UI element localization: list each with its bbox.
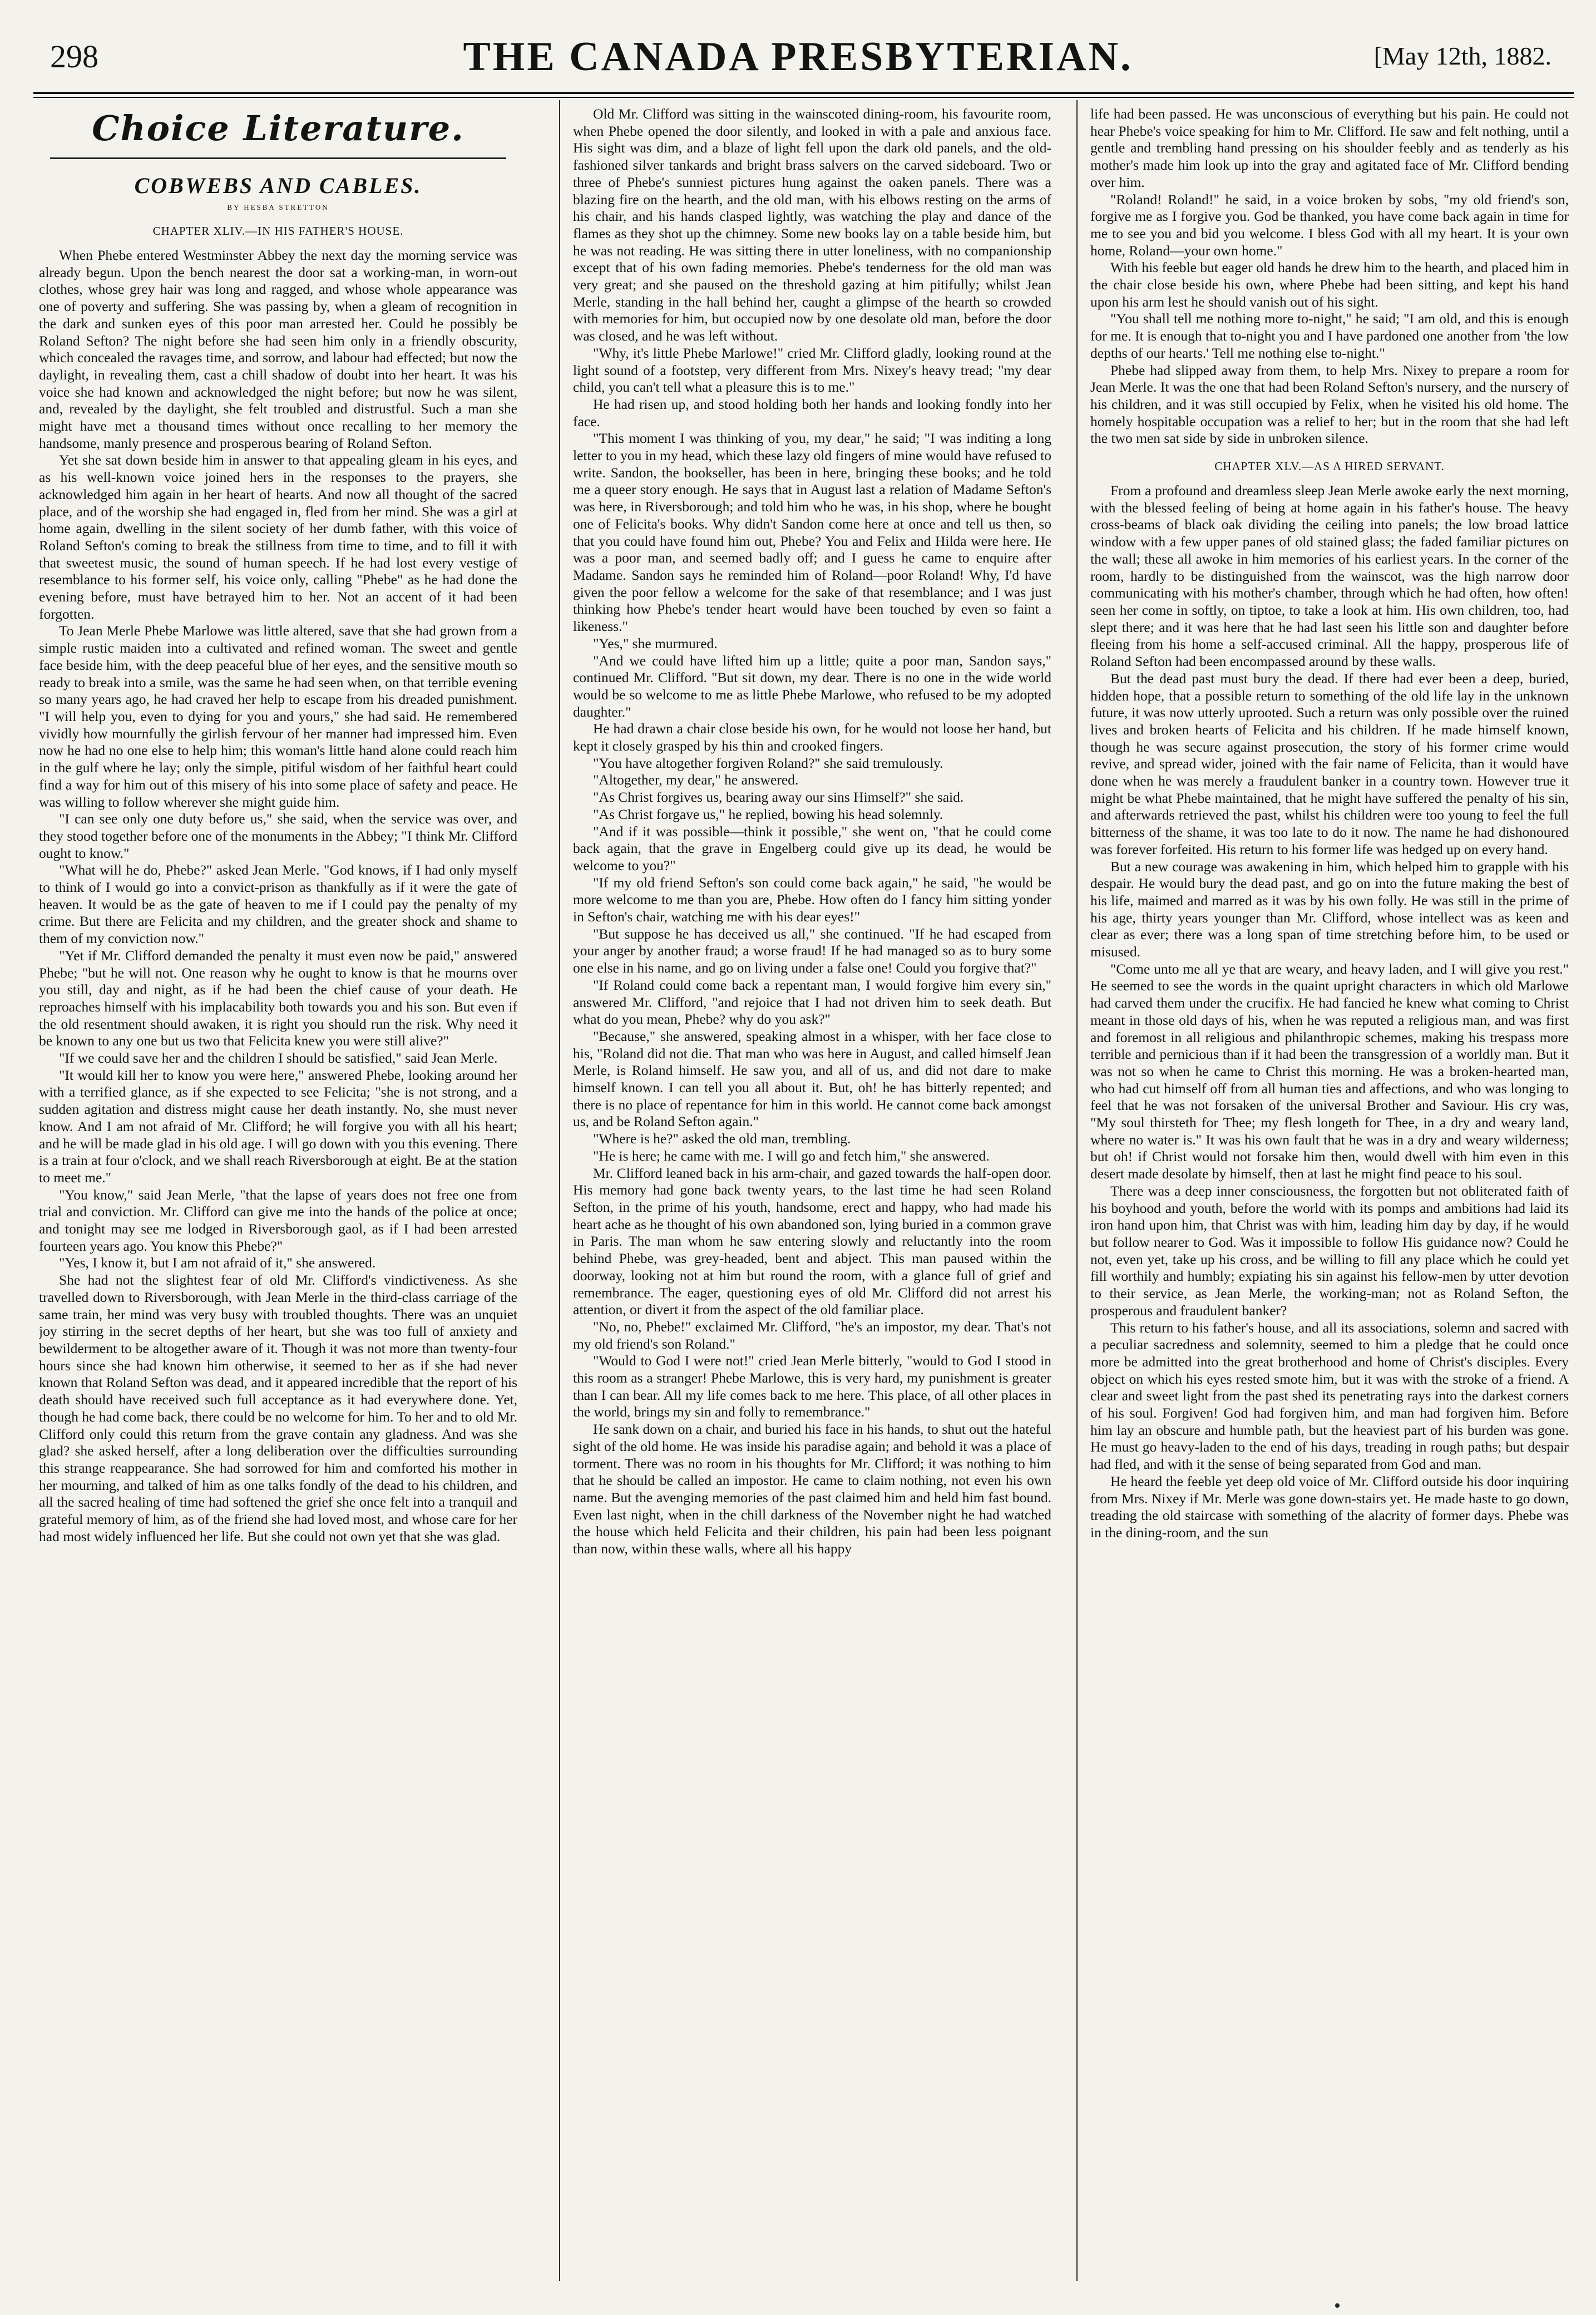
paragraph: But a new courage was awakening in him, which helped him to grapple with his despair. He would bury the dead past, and go on into the future making the best of his life, maimed and marred as it was by his own folly. He was still in the prime of his age, thirty years younger than Mr. Clifford, whose intellect was as keen and clear as ever; there was a long span of time stretching before him, to be used or misused. (1090, 858, 1569, 960)
paragraph: She had not the slightest fear of old Mr. Clifford's vindictiveness. As she travelled down to Riversborough, with Jean Merle in the third-class carriage of the same train, her mind was very busy with troubled thoughts. There was an unquiet joy stirring in the secret depths of her heart, but she was too full of anxiety and bewilderment to be altogether aware of it. Though it was not more than twenty-four hours since she had known him otherwise, it seemed to her as if she had never known that Roland Sefton was dead, and it appeared incredible that the report of his death should have received such full acceptance as it had everywhere done. Yet, though he had come back, there could be no welcome for him. To her and to old Mr. Clifford only could this return from the grave contain any gladness. And was she glad? she asked herself, after a long deliberation over the difficulties surrounding this strange reappearance. She had sorrowed for him and comforted his mother in her mourning, and talked of him as one talks fondly of the dead to his children, and all the sacred healing of time had softened the grief she once felt into a tranquil and grateful memory of him, as of the friend she had loved most, and whose care for her had most widely influenced her life. But she could not own yet that she was glad. (39, 1272, 517, 1544)
column-1-body (39, 247, 517, 1545)
column-divider (559, 100, 560, 2281)
masthead-rule-thin (33, 97, 1574, 98)
column-2 (573, 106, 1051, 2287)
column-3-bottom-body (1090, 482, 1569, 1542)
newspaper-title: THE CANADA PRESBYTERIAN. (463, 34, 1133, 80)
paragraph: From a profound and dreamless sleep Jean Merle awoke early the next morning, with the blessed feeling of being at home again in his father's house. The heavy cross-beams of black oak dividing the ceiling into panels; the low broad lattice window with a few upper panes of old stained glass; the faded familiar pictures on the wall; these all awoke in him memories of his earliest years. In the corner of the room, hardly to be distinguished from the wainscot, was the high narrow door communicating with his mother's chamber, through which he had often, how often! seen her come in softly, on tiptoe, to take a look at him. His own children, too, had slept there; and it was here that he had last seen his little son and daughter before fleeing from his home a self-accused criminal. All the happy, prosperous life of Roland Sefton had been encompassed around by these walls. (1090, 482, 1569, 670)
paragraph: "No, no, Phebe!" exclaimed Mr. Clifford, "he's an impostor, my dear. That's not my old friend's son Roland." (573, 1318, 1051, 1352)
byline: BY HESBA STRETTON (227, 203, 329, 211)
paragraph: Phebe had slipped away from them, to help Mrs. Nixey to prepare a room for Jean Merle. It was the one that had been Roland Sefton's nursery, and the nursery of his children, and it was still occupied by Felix, when he visited his old home. The homely hospitable occupation was a relief to her; but in the room that she had left the two men sat side by side in unbroken silence. (1090, 362, 1569, 447)
page-number: 298 (50, 38, 98, 75)
paragraph: "You have altogether forgiven Roland?" she said tremulously. (593, 754, 943, 771)
paragraph: "As Christ forgives us, bearing away our sins Himself?" she said. (593, 789, 964, 806)
paragraph: "As Christ forgave us," he replied, bowing his head solemnly. (593, 806, 943, 822)
section-rule (50, 157, 506, 159)
print-mark (1335, 2303, 1340, 2308)
paragraph: This return to his father's house, and all its associations, solemn and sacred with a peculiar sacredness and solemnity, seemed to him a pledge that he could once more be admitted into the great brotherhood and home of Christ's disciples. Every object on which his eyes rested smote him, but it was with the stroke of a friend. A clear and sweet light from the past shed its penetrating rays into the darkest corners of his soul. Forgiven! God had forgiven him, and man had forgiven him. Before him lay an obscure and humble path, but the heaviest part of his burden was gone. He must go heavy-laden to the end of his days, treading in rough paths; but despair had fled, and with it the sense of being separated from God and man. (1090, 1319, 1569, 1473)
paragraph: Yet she sat down beside him in answer to that appealing gleam in his eyes, and as his well-known voice joined hers in the responses to the prayers, she acknowledged him again in her heart of hearts. And now all thought of the sacred place, and of the worship she had engaged in, fled from her mind. She was a girl at home again, dwelling in the silent society of her dumb father, with this voice of Roland Sefton's coming to break the stillness from time to time, and to fill it with that sweetest music, the sound of human speech. If he had lost every vestige of resemblance to his former self, his voice only, calling "Phebe" as he had done the evening before, must have betrayed him to her. Not an accent of it had been forgotten. (39, 452, 517, 622)
paragraph: "Yet if Mr. Clifford demanded the penalty it must even now be paid," answered Phebe; "but he will not. One reason why he ought to know is that he mourns over you still, day and night, as if he had been the chief cause of your death. He reproaches himself with his implacability both towards you and his son. But even if the old resentment should awaken, it is right you should run the risk. Why need it be known to any one but us two that Felicita knew you were still alive?" (39, 947, 517, 1049)
paragraph: Mr. Clifford leaned back in his arm-chair, and gazed towards the half-open door. His memory had gone back twenty years, to the last time he had seen Roland Sefton, in the prime of his youth, handsome, erect and happy, who had made his heart ache as he thought of his own abandoned son, lying buried in a common grave in Paris. The man whom he saw entering slowly and reluctantly into the room behind Phebe, was grey-headed, bent and abject. This man paused within the doorway, looking not at him but round the room, with a glance full of grief and remembrance. The eager, questioning eyes of old Mr. Clifford did not arrest his attention, or divert it from the aspect of the old familiar place. (573, 1164, 1051, 1318)
paragraph: "Roland! Roland!" he said, in a voice broken by sobs, "my old friend's son, forgive me as I forgive you. God be thanked, you have come back again in time for me to see you and bid you welcome. I bless God with all my heart. It is your own home, Roland—your own home." (1090, 191, 1569, 259)
paragraph: "And if it was possible—think it possible," she went on, "that he could come back again, that the grave in Engelberg could give up its dead, he would be welcome to you?" (573, 823, 1051, 873)
issue-date: [May 12th, 1882. (1373, 42, 1551, 70)
chapter-heading-45: CHAPTER XLV.—AS A HIRED SERVANT. (1214, 460, 1445, 473)
paragraph: He had risen up, and stood holding both her hands and looking fondly into her face. (573, 396, 1051, 430)
masthead (22, 28, 1574, 89)
paragraph: There was a deep inner consciousness, the forgotten but not obliterated faith of his boyhood and youth, before the world with its pomps and ambitions had laid its iron hand upon him, that Christ was with him, leading him day by day, if he would but follow nearer to God. Was it impossible to follow His guidance now? Could he not, even yet, take up his cross, and be willing to fill any place which he could yet fill worthily and humbly; expiating his sin against his fellow-men by utter devotion to their service, as Jean Merle, the working-man; not as Roland Sefton, the prosperous and fraudulent banker? (1090, 1182, 1569, 1319)
paragraph: He had drawn a chair close beside his own, for he would not loose her hand, but kept it closely grasped by his thin and crooked fingers. (573, 720, 1051, 754)
paragraph: "If my old friend Sefton's son could come back again," he said, "he would be more welcome to me than you are, Phebe. How often do I fancy him sitting yonder in Sefton's chair, watching me with his dear eyes!" (573, 874, 1051, 925)
column-1 (39, 106, 517, 2287)
column-2-body (573, 106, 1051, 1558)
paragraph: "If we could save her and the children I should be satisfied," said Jean Merle. (59, 1050, 498, 1067)
paragraph: life had been passed. He was unconscious of everything but his pain. He could not hear Phebe's voice speaking for him to Mr. Clifford. He saw and felt nothing, until a gentle and trembling hand pressing on his shoulder feebly and as tenderly as his mother's made him look up into the gray and agitated face of Mr. Clifford bending over him. (1090, 106, 1569, 190)
paragraph: "Altogether, my dear," he answered. (593, 772, 799, 788)
paragraph: "Yes, I know it, but I am not afraid of it," she answered. (59, 1255, 376, 1271)
paragraph: He heard the feeble yet deep old voice of Mr. Clifford outside his door inquiring from Mrs. Nixey if Mr. Merle was gone down-stairs yet. He made haste to go down, treading the old staircase with something of the alacrity of former days. Phebe was in the dining-room, and the sun (1090, 1473, 1569, 1541)
chapter-heading-44: CHAPTER XLIV.—IN HIS FATHER'S HOUSE. (152, 224, 404, 238)
paragraph: When Phebe entered Westminster Abbey the next day the morning service was already begun. Upon the bench nearest the door sat a working-man, in worn-out clothes, whose grey hair was long and ragged, and whose whole appearance was one of poverty and suffering. She was passing by, when a gleam of recognition in the dark and sunken eyes of this poor man arrested her. Could he possibly be Roland Sefton? The night before she had seen him only in a friendly obscurity, which concealed the ravages time, and sorrow, and labour had effected; but now the daylight, in revealing them, cast a chill shadow of doubt into her heart. It was his voice she had known and acknowledged the night before; but now he was silent, and, revealed by the daylight, she felt troubled and distrustful. Such a man she might have met a thousand times without once recalling to her memory the handsome, manly presence and prosperous bearing of Roland Sefton. (39, 247, 517, 451)
paragraph: "Come unto me all ye that are weary, and heavy laden, and I will give you rest." He seemed to see the words in the quaint upright characters in which old Marlowe had carved them under the crucifix. He had fancied he knew what coming to Christ meant in those old days of his, when he was reputed a religious man, and was first and foremost in all religious and philanthropic schemes, making his trespass more terrible and pernicious than if it had been the transgression of a worldly man. But it was not so when he came to Christ this morning. He was a broken-hearted man, who had cut himself off from all human ties and affections, and who was longing to feel that he was not forsaken of the universal Brother and Saviour. His cry was, "My soul thirsteth for Thee; my flesh longeth for Thee, in a dry and weary land, where no water is." It was his own fault that he was in a dry and weary wilderness; but oh! if Christ would not forsake him then, would dwell with him even in this desert made desolate by himself, then at last he might find peace to his soul. (1090, 960, 1569, 1182)
section-heading: Choice Literature. (92, 108, 465, 149)
paragraph: "You shall tell me nothing more to-night," he said; "I am old, and this is enough for me. It is enough that to-night you and I have pardoned one another from 'the low depths of our hearts.' Tell me nothing else to-night." (1090, 310, 1569, 361)
paragraph: "Yes," she murmured. (593, 635, 718, 651)
paragraph: Old Mr. Clifford was sitting in the wainscoted dining-room, his favourite room, when Phebe opened the door silently, and looked in with a pale and anxious face. His sight was dim, and a blaze of light fell upon the dark old panels, and the old-fashioned silver tankards and bright brass salvers on the carved sideboard. Two or three of Phebe's sunniest pictures hung against the oaken panels. There was a blazing fire on the hearth, and the old man, with his elbows resting on the arms of his chair, and his hands clasped lightly, was watching the play and dance of the flames as they shot up the chimney. Some new books lay on a table beside him, but he was not reading. He was sitting there in utter loneliness, with no companionship except that of his own fading memories. Phebe's tenderness for the old man was very great; and she paused on the threshold gazing at him pitifully; whilst Jean Merle, standing in the hall behind her, caught a glimpse of the hearth so crowded with memories for him, but occupied now by one desolate old man, before the door was closed, and he was left without. (573, 106, 1051, 344)
paragraph: "I can see only one duty before us," she said, when the service was over, and they stood together before one of the monuments in the Abbey; "I think Mr. Clifford ought to know." (39, 811, 517, 861)
paragraph: To Jean Merle Phebe Marlowe was little altered, save that she had grown from a simple rustic maiden into a cultivated and refined woman. The sweet and gentle face beside him, with the deep peaceful blue of her eyes, and the sensitive mouth so ready to break into a smile, was the same he had seen when, on that terrible evening so many years ago, he had craved her help to escape from his dreaded punishment. "I will help you, even to dying for you and yours," she had said. He remembered vividly how mournfully the girlish fervour of her manner had impressed him. Even now he had no one else to help him; this woman's little hand alone could reach him in the gulf where he lay; only the simple, pitiful wisdom of her faithful heart could find a way for him out of this misery of his into some place of safety and peace. He was willing to follow wherever she might guide him. (39, 623, 517, 810)
column-divider (1076, 100, 1078, 2281)
paragraph: "If Roland could come back a repentant man, I would forgive him every sin," answered Mr. Clifford, "and rejoice that I had not driven him to seek death. But what do you mean, Phebe? why do you ask?" (573, 976, 1051, 1028)
paragraph: He sank down on a chair, and buried his face in his hands, to shut out the hateful sight of the old home. He was inside his paradise again; and behold it was a place of torment. There was no room in his thoughts for Mr. Clifford; it was nothing to him that he should be called an impostor. He came to claim nothing, not even his own name. But the avenging memories of the past claimed him and held him fast bound. Even last night, when in the chill darkness of the November night he had watched the house which held Felicita and their children, his pain had been less poignant than now, within these walls, where all his happy (573, 1421, 1051, 1557)
masthead-rule (33, 92, 1574, 94)
paragraph: "And we could have lifted him up a little; quite a poor man, Sandon says," continued Mr. Clifford. "But sit down, my dear. There is no one in the wide world would be so welcome to me as little Phebe Marlowe, who refused to be my adopted daughter." (573, 652, 1051, 720)
paragraph: "You know," said Jean Merle, "that the lapse of years does not free one from trial and conviction. Mr. Clifford can give me into the hands of the police at once; and tonight may see me lodged in Riversborough gaol, as if I had been arrested fourteen years ago. You know this Phebe?" (39, 1186, 517, 1254)
paragraph: "Would to God I were not!" cried Jean Merle bitterly, "would to God I stood in this room as a stranger! Phebe Marlowe, this is very hard, my punishment is greater than I can bear. All my life comes back to me here. This place, of all other places in the world, brings my sin and folly to remembrance." (573, 1353, 1051, 1420)
column-3-top-body (1090, 106, 1569, 447)
paragraph: "Why, it's little Phebe Marlowe!" cried Mr. Clifford gladly, looking round at the light sound of a footstep, very different from Mrs. Nixey's heavy tread; "my dear child, you can't tell what a pleasure this is to me." (573, 344, 1051, 396)
paragraph: "But suppose he has deceived us all," she continued. "If he had escaped from your anger by another fraud; a worse fraud! If he had managed so as to bury some one else in his name, and go on living under a false one! Could you forgive that?" (573, 925, 1051, 976)
paragraph: "Because," she answered, speaking almost in a whisper, with her face close to his, "Roland did not die. That man who was here in August, and called himself Jean Merle, is Roland himself. He saw you, and all of us, and did not dare to make himself known. I can tell you all about it. But, oh! he has bitterly repented; and there is no place of repentance for him in this world. He cannot come back amongst us, and be Roland Sefton again." (573, 1028, 1051, 1130)
paragraph: "It would kill her to know you were here," answered Phebe, looking around her with a terrified glance, as if she expected to see Felicita; "she is not strong, and a sudden agitation and distress might cause her death instantly. No, she must never know. And I am not afraid of Mr. Clifford; he will forgive you with all his heart; and he will be made glad in his old age. I will go down with you this evening. There is a train at four o'clock, and we shall reach Riversborough at eight. Be at the station to meet me." (39, 1067, 517, 1186)
paragraph: "He is here; he came with me. I will go and fetch him," she answered. (593, 1147, 990, 1164)
paragraph: "What will he do, Phebe?" asked Jean Merle. "God knows, if I had only myself to think of I would go into a convict-prison as thankfully as if it were the gate of heaven. It would be as the gate of heaven to me if I could pay the penalty of my crime. But there are Felicita and my children, and the greater shock and shame to them of my conviction now." (39, 862, 517, 947)
paragraph: With his feeble but eager old hands he drew him to the hearth, and placed him in the chair close beside his own, where Phebe had been sitting, and kept his hand upon his arm lest he should vanish out of his sight. (1090, 259, 1569, 310)
paragraph: "This moment I was thinking of you, my dear," he said; "I was inditing a long letter to you in my head, which these lazy old fingers of mine would have refused to write. Sandon, the bookseller, has been in here, bringing these books; and he told me a queer story enough. He says that in August last a relation of Madame Sefton's was here, in Riversborough; and told him who he was, in his shop, where he bought one of Felicita's books. Why didn't Sandon come here at once and tell us then, so that you could have found him out, Phebe? You and Felix and Hilda were here. He was a poor man, and seemed badly off; and I guess he came to enquire after Madame. Sandon says he reminded him of Roland—poor Roland! Why, I'd have given the poor fellow a welcome for the sake of that resemblance; and I was just thinking how Phebe's tender heart would have been touched by even so faint a likeness." (573, 430, 1051, 635)
paragraph: "Where is he?" asked the old man, trembling. (593, 1131, 851, 1147)
paragraph: But the dead past must bury the dead. If there had ever been a deep, buried, hidden hope, that a possible return to something of the old life lay in the unknown future, it was now utterly uprooted. Such a return was only possible over the ruined lives and broken hearts of Felicita and his children. If he made himself known, though he was secure against prosecution, the story of his former crime would revive, and spread wider, joined with the fair name of Felicita, than it would have done when he was merely a fraudulent banker in a country town. However true it might be what Phebe maintained, that he might have suffered the penalty of his sin, and afterwards retrieved the past, whilst his children were too young to feel the full bitterness of the shame, it was too late to do it now. The name he had dishonoured was forever forfeited. His return to his former life was hedged up on every hand. (1090, 670, 1569, 857)
column-3 (1090, 106, 1569, 2287)
story-title: COBWEBS AND CABLES. (134, 173, 422, 198)
